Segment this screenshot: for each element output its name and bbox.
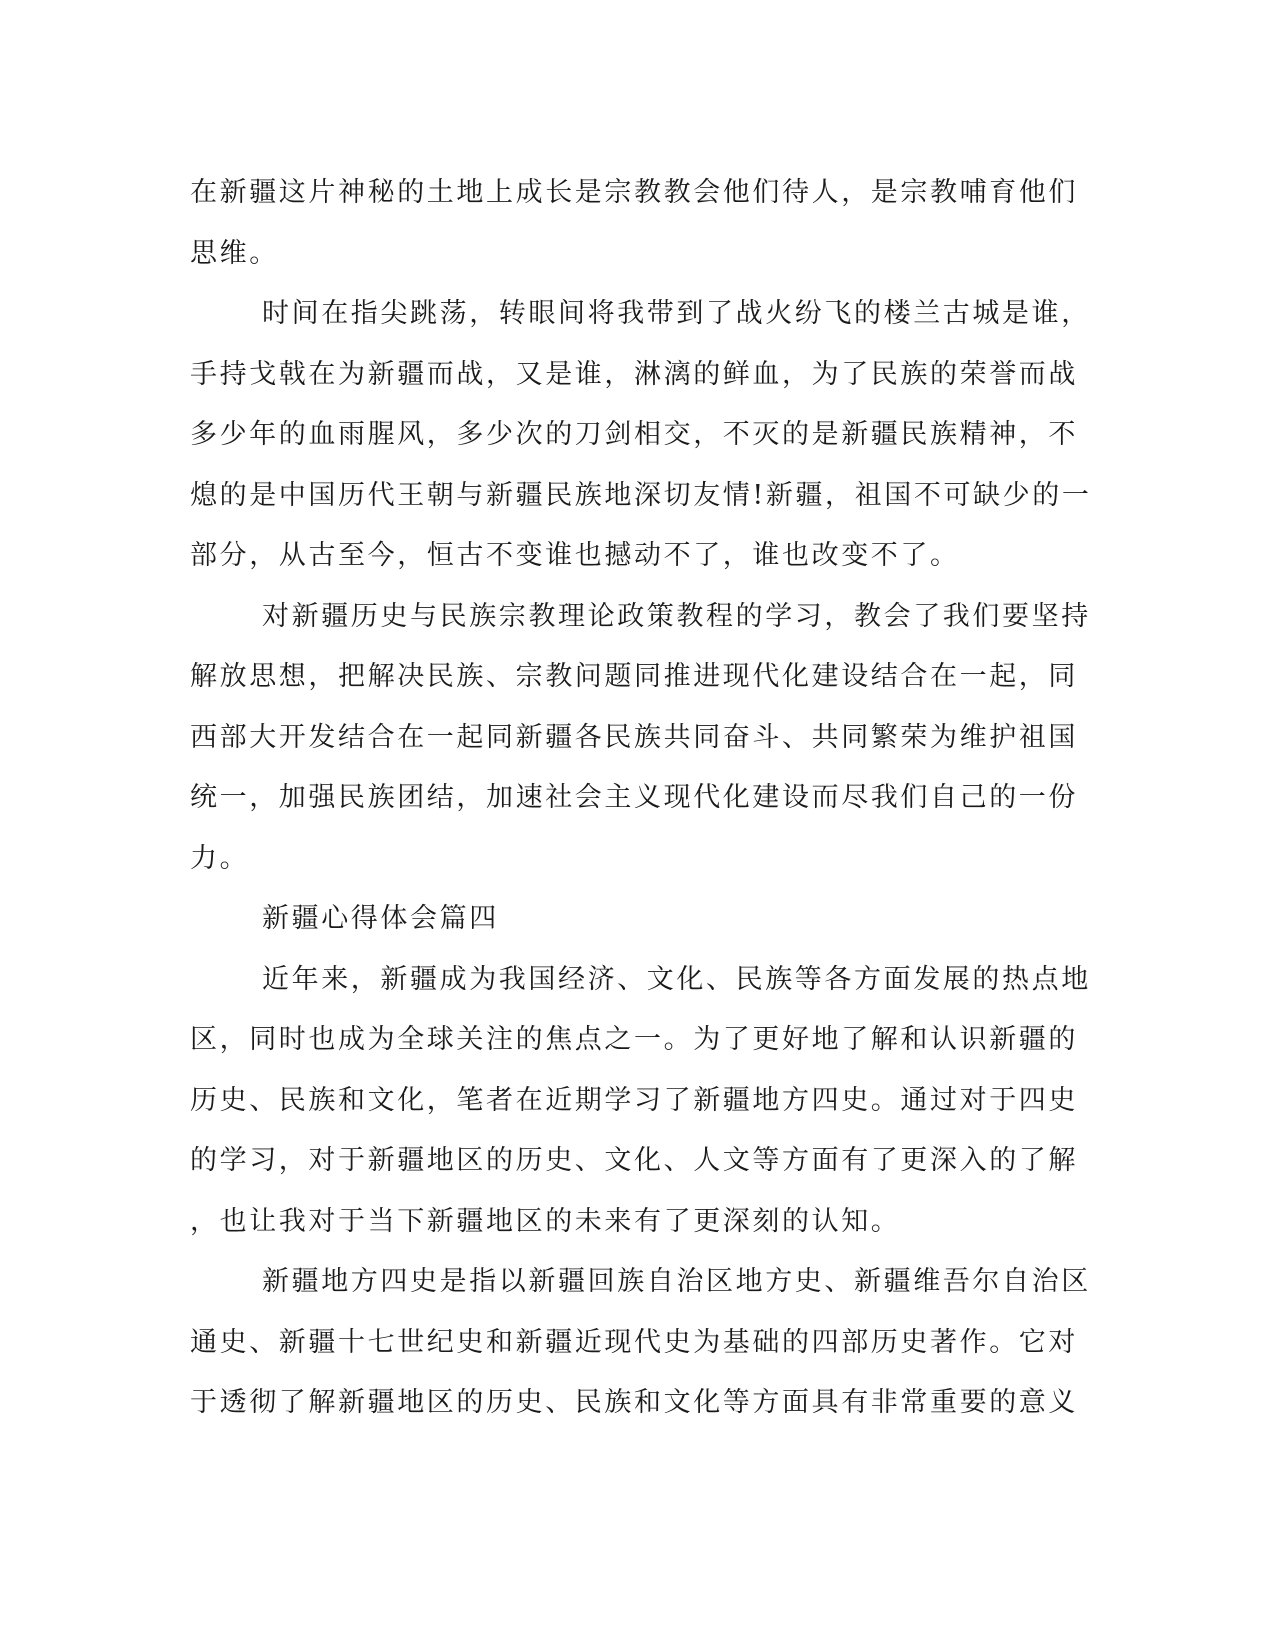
text-line-15: 区，同时也成为全球关注的焦点之一。为了更好地了解和认识新疆的 bbox=[190, 1024, 1078, 1055]
text-line-16: 历史、民族和文化，笔者在近期学习了新疆地方四史。通过对于四史 bbox=[190, 1084, 1078, 1116]
text-line-21: 于透彻了解新疆地区的历史、民族和文化等方面具有非常重要的意义 bbox=[190, 1387, 1078, 1418]
text-line-19: 新疆地方四史是指以新疆回族自治区地方史、新疆维吾尔自治区 bbox=[262, 1266, 1091, 1297]
text-line-9: 解放思想，把解决民族、宗教问题同推进现代化建设结合在一起，同 bbox=[190, 661, 1078, 692]
text-line-7: 部分，从古至今，恒古不变谁也撼动不了，谁也改变不了。 bbox=[190, 540, 960, 571]
body-text bbox=[190, 163, 1090, 1434]
text-line-18: ，也让我对于当下新疆地区的未来有了更深刻的认知。 bbox=[190, 1205, 901, 1237]
text-line-6: 熄的是中国历代王朝与新疆民族地深切友情!新疆，祖国不可缺少的一 bbox=[190, 479, 1092, 511]
text-line-4: 手持戈戟在为新疆而战，又是谁，淋漓的鲜血，为了民族的荣誉而战 bbox=[190, 358, 1078, 390]
text-line-10: 西部大开发结合在一起同新疆各民族共同奋斗、共同繁荣为维护祖国 bbox=[190, 721, 1078, 753]
text-line-17: 的学习，对于新疆地区的历史、文化、人文等方面有了更深入的了解 bbox=[190, 1145, 1078, 1176]
text-line-1: 在新疆这片神秘的土地上成长是宗教教会他们待人，是宗教哺育他们 bbox=[190, 177, 1078, 208]
text-line-11: 统一，加强民族团结，加速社会主义现代化建设而尽我们自己的一份 bbox=[190, 782, 1078, 813]
text-line-20: 通史、新疆十七世纪史和新疆近现代史为基础的四部历史著作。它对 bbox=[190, 1326, 1078, 1358]
text-line-12: 力。 bbox=[190, 842, 250, 874]
text-line-8: 对新疆历史与民族宗教理论政策教程的学习，教会了我们要坚持 bbox=[262, 600, 1091, 632]
text-line-3: 时间在指尖跳荡，转眼间将我带到了战火纷飞的楼兰古城是谁， bbox=[262, 298, 1091, 329]
text-line-14: 近年来，新疆成为我国经济、文化、民族等各方面发展的热点地 bbox=[262, 963, 1091, 995]
text-line-5: 多少年的血雨腥风，多少次的刀剑相交，不灭的是新疆民族精神，不 bbox=[190, 419, 1078, 450]
text-line-2: 思维。 bbox=[190, 237, 279, 269]
section-heading: 新疆心得体会篇四 bbox=[262, 903, 499, 934]
